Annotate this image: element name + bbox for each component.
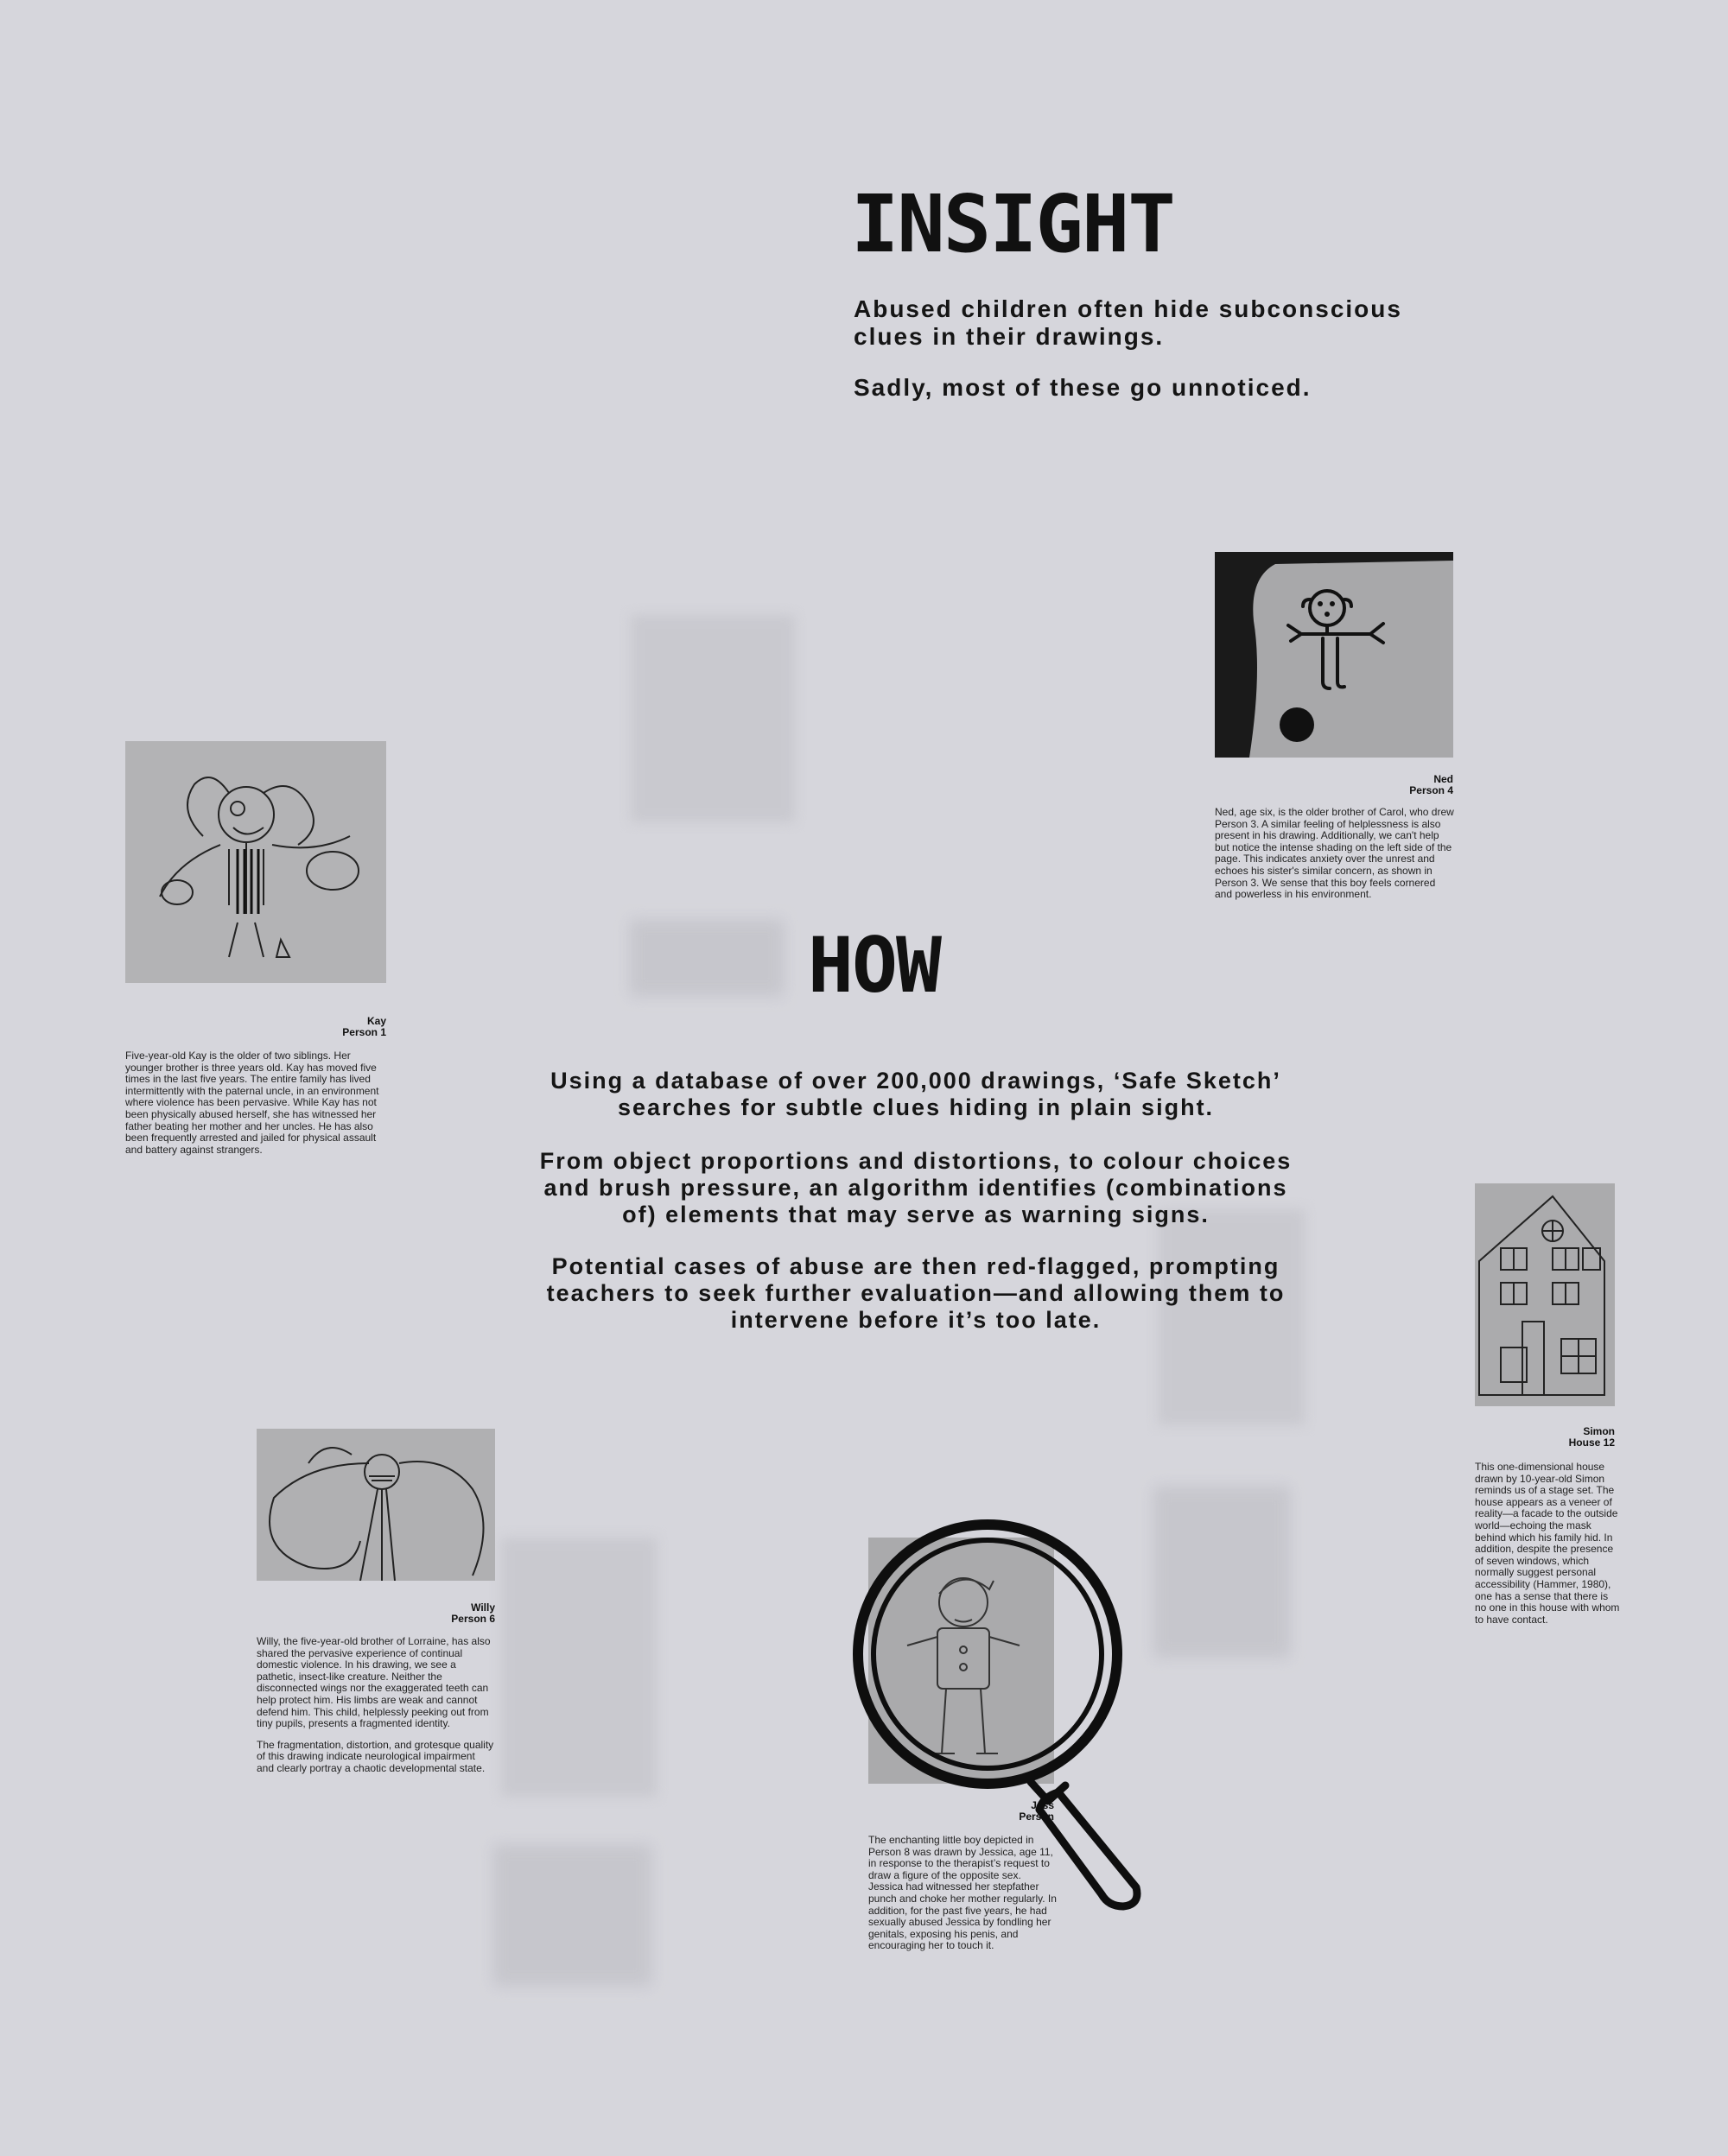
blurred-text-1 <box>629 919 785 997</box>
kay-figure: Person 1 <box>342 1026 386 1038</box>
ned-caption <box>1215 774 1453 796</box>
blurred-text-2 <box>1153 1486 1291 1658</box>
kay-caption <box>125 1016 386 1038</box>
willy-figure: Person 6 <box>451 1613 495 1625</box>
ned-drawing-sketch <box>1215 552 1453 758</box>
magnifying-glass-icon <box>842 1507 1153 1918</box>
willy-text-1: Willy, the five-year-old brother of Lorraine, has also shared the pervasive experience of continual domestic violence. In his drawing, we see a pathetic, insect-like creature. Neither the disconnected wings nor the exaggerated teeth can help protect him. His limbs are weak and cannot defend him. This child, helplessly peeking out from tiny pupils, presents a fragmented identity. <box>257 1635 491 1730</box>
willy-drawing-sketch <box>257 1429 495 1581</box>
kay-drawing-sketch <box>125 741 386 983</box>
willy-name: Willy <box>471 1601 495 1614</box>
how-text-2: From object proportions and distortions, to colour choices and brush pressure, an algorithm identifies (combinations of) elements that may serve as warning signs. <box>539 1148 1293 1227</box>
ned-description: Ned, age six, is the older brother of Carol, who drew Person 3. A similar feeling of helplessness is also present in his drawing. Additionally, we can't help but notice the intense shading on the left side of the page. This indicates anxiety over the unrest and echoes his sister's similar concern, as shown in Person 3. We sense that this boy feels cornered and powerless in his environment. <box>1215 806 1454 901</box>
willy-description <box>257 1636 494 1785</box>
jessica-name: Jess <box>1031 1799 1054 1811</box>
willy-caption <box>257 1602 495 1625</box>
ned-figure: Person 4 <box>1409 784 1453 796</box>
simon-figure: House 12 <box>1568 1436 1615 1449</box>
kay-drawing <box>125 741 386 983</box>
ned-name: Ned <box>1433 773 1453 785</box>
willy-drawing <box>257 1429 495 1581</box>
insight-heading: INSIGHT <box>851 178 1174 270</box>
blurred-text-3 <box>492 1844 652 1987</box>
blurred-card-1 <box>631 615 795 822</box>
insight-text-1: Abused children often hide subconscious clues in their drawings. <box>854 295 1402 350</box>
simon-drawing-sketch <box>1475 1183 1615 1406</box>
simon-drawing <box>1475 1183 1615 1406</box>
simon-description: This one-dimensional house drawn by 10-year-old Simon reminds us of a stage set. The house appears as a veneer of reality—a facade to the outside world—echoing the mask behind which his family hid. In addition, despite the presence of seven windows, which normally suggest personal accessibility (Hammer, 1980), one has a sense that there is no one in this house with whom to have contact. <box>1475 1461 1620 1626</box>
simon-caption <box>1475 1426 1615 1449</box>
how-text-1: Using a database of over 200,000 drawings, ‘Safe Sketch’ searches for subtle clues hiding in plain sight. <box>550 1068 1281 1120</box>
how-heading: HOW <box>808 921 940 1010</box>
kay-name: Kay <box>366 1015 386 1027</box>
jessica-figure: Person <box>1019 1810 1054 1823</box>
insight-text-2: Sadly, most of these go unnoticed. <box>854 374 1312 401</box>
kay-description: Five-year-old Kay is the older of two siblings. Her younger brother is three years old. Kay has moved five times in the last five years. The entire family has lived intermittently with the paternal uncle, in an environment where violence has been pervasive. While Kay has not been physically abused herself, she has witnessed her father beating her mother and her uncles. He has also been frequently arrested and jailed for physical assault and battery against strangers. <box>125 1049 379 1156</box>
ned-drawing <box>1215 552 1453 758</box>
willy-text-2: The fragmentation, distortion, and grotesque quality of this drawing indicate neurological impairment and clearly portray a chaotic developmental state. <box>257 1738 494 1774</box>
jessica-description: The enchanting little boy depicted in Person 8 was drawn by Jessica, age 11, in response to the therapist’s request to draw a figure of the opposite sex. Jessica had witnessed her stepfather punch and choke her mother regularly. In addition, for the past five years, he had sexually abused Jessica by fondling her genitals, exposing his penis, and encouraging her to touch it. <box>868 1834 1057 1952</box>
simon-name: Simon <box>1583 1425 1615 1437</box>
how-text-3: Potential cases of abuse are then red-flagged, prompting teachers to seek further evaluation—and allowing them to intervene before it’s too late. <box>546 1253 1286 1333</box>
blurred-card-3 <box>501 1538 657 1797</box>
